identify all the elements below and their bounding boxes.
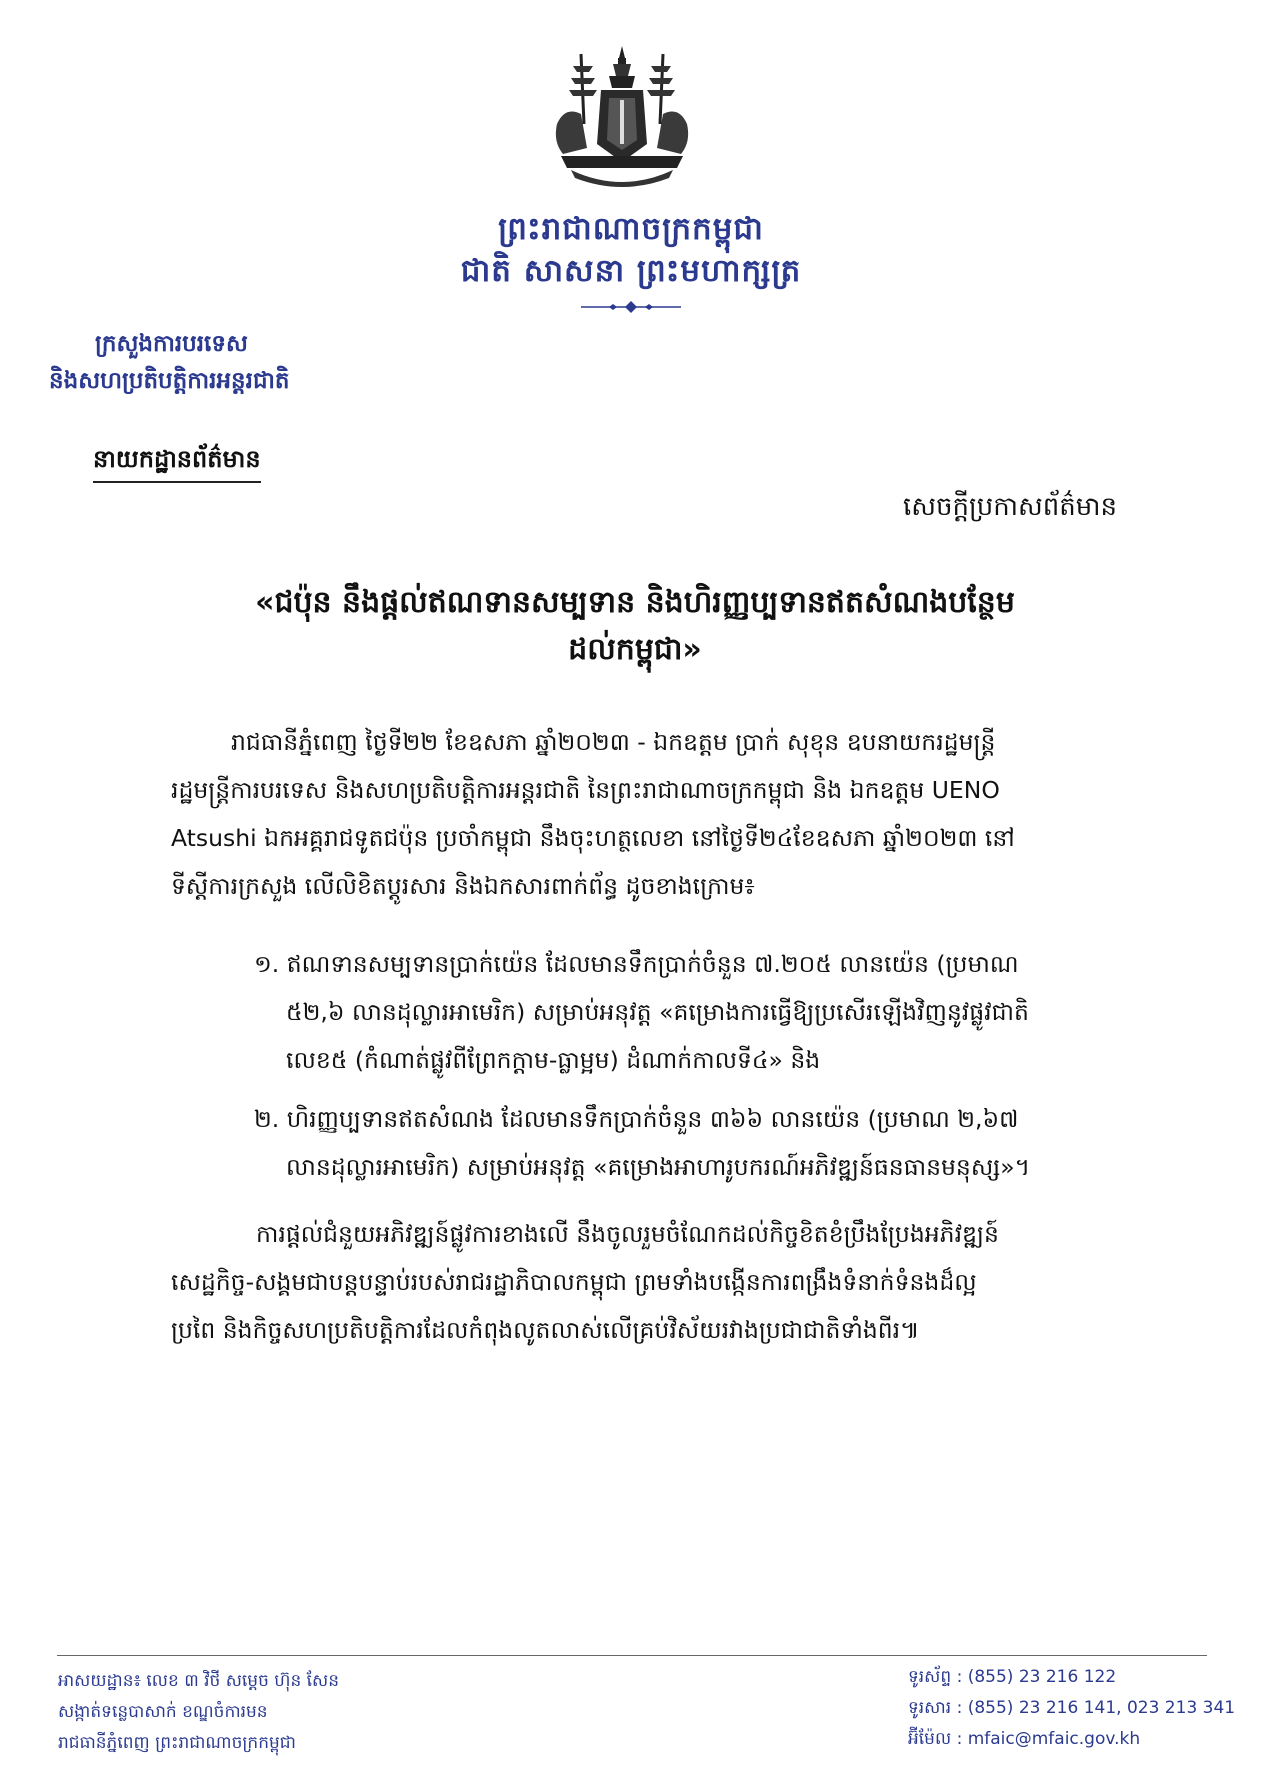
paragraph-line: Atsushi ឯកអគ្គរាជទូតជប៉ុន ប្រចាំកម្ពុជា នឹងចុះហត្ថលេខា នៅថ្ងៃទី២៤ខែឧសភា ឆ្នាំ២០២៣ នៅ — [171, 824, 1015, 852]
closing-paragraph — [171, 1220, 1121, 1370]
footer-email: អ៊ីម៉ែល : mfaic@mfaic.gov.kh — [908, 1729, 1141, 1749]
footer-phone: ទូរស័ព្ទ : (855) 23 216 122 — [908, 1667, 1117, 1687]
kingdom-name: ព្រះរាជាណាចក្រកម្ពុជា — [498, 211, 764, 247]
ministry-name-line2: និងសហប្រតិបត្តិការអន្តរជាតិ — [49, 368, 290, 394]
royal-coat-of-arms-emblem — [551, 44, 693, 194]
paragraph-line: រដ្ឋមន្ត្រីការបរទេស និងសហប្រតិបត្តិការអន្តរជាតិ នៃព្រះរាជាណាចក្រកម្ពុជា និង ឯកឧត្តម UENO — [171, 776, 1000, 804]
paragraph-line: ការផ្តល់ជំនួយអភិវឌ្ឍន៍ផ្លូវការខាងលើ នឹងចូលរួមចំណែកដល់កិច្ចខិតខំប្រឹងប្រែងអភិវឌ្ឍន៍ — [256, 1220, 999, 1248]
paragraph-line: ទីស្តីការក្រសួង លើលិខិតប្តូរសារ និងឯកសារពាក់ព័ន្ធ ដូចខាងក្រោម៖ — [171, 872, 755, 900]
decorative-divider-ornament — [579, 300, 683, 314]
list-item: លានដុល្លារអាមេរិក) សម្រាប់អនុវត្ត «គម្រោងអាហារូបករណ៍អភិវឌ្ឍន៍ធនធានមនុស្ស»។ — [286, 1153, 1031, 1181]
footer-fax: ទូរសារ : (855) 23 216 141, 023 213 341 — [908, 1698, 1236, 1718]
list-item: លេខ៥ (កំណាត់ផ្លូវពីព្រែកក្តាម-ធ្លាម្អម) ដំណាក់កាលទី៤» និង — [286, 1046, 821, 1074]
headline-line2: ដល់កម្ពុជា» — [568, 632, 702, 667]
paragraph-line: សេដ្ឋកិច្ច-សង្គមជាបន្តបន្ទាប់របស់រាជរដ្ឋាភិបាលកម្ពុជា ព្រមទាំងបង្កើនការពង្រឹងទំនាក់ទំនងដ៏ល្អ — [171, 1268, 977, 1296]
document-type: សេចក្តីប្រកាសព័ត៌មាន — [902, 492, 1117, 522]
paragraph-line: ប្រពៃ និងកិច្ចសហប្រតិបត្តិការដែលកំពុងលូតលាស់លើគ្រប់វិស័យរវាងប្រជាជាតិទាំងពីរ៕ — [171, 1316, 920, 1344]
footer-address-line3: រាជធានីភ្នំពេញ ព្រះរាជាណាចក្រកម្ពុជា — [58, 1733, 296, 1753]
footer-divider — [57, 1655, 1207, 1656]
paragraph-line: រាជធានីភ្នំពេញ ថ្ងៃទី២២ ខែឧសភា ឆ្នាំ២០២៣ - ឯកឧត្តម ប្រាក់ សុខុន ឧបនាយករដ្ឋមន្ត្រី — [231, 728, 996, 756]
list-item: ៥២,៦ លានដុល្លារអាមេរិក) សម្រាប់អនុវត្ត «គម្រោងការធ្វើឱ្យប្រសើរឡើងវិញនូវផ្លូវជាតិ — [286, 998, 1029, 1026]
intro-paragraph — [171, 728, 1121, 918]
ministry-name-line1: ក្រសួងការបរទេស — [95, 331, 248, 357]
footer-address-line1: អាសយដ្ឋាន៖ លេខ ៣ វិថី សម្តេច ហ៊ុន សែន — [58, 1671, 340, 1691]
department-name: នាយកដ្ឋានព័ត៌មាន — [93, 444, 261, 483]
list-item: ១. ឥណទានសម្បទានប្រាក់យ៉េន ដែលមានទឹកប្រាក់ចំនួន ៧.២០៥ លានយ៉េន (ប្រមាណ — [254, 950, 1019, 978]
headline-line1: «ជប៉ុន នឹងផ្តល់ឥណទានសម្បទាន និងហិរញ្ញប្បទានឥតសំណងបន្ថែម — [255, 585, 1015, 620]
national-motto: ជាតិ សាសនា ព្រះមហាក្សត្រ — [460, 253, 802, 289]
footer-address-line2: សង្កាត់ទន្លេបាសាក់ ខណ្ឌចំការមន — [58, 1702, 268, 1722]
list-item: ២. ហិរញ្ញប្បទានឥតសំណង ដែលមានទឹកប្រាក់ចំនួន ៣៦៦ លានយ៉េន (ប្រមាណ ២,៦៧ — [254, 1105, 1019, 1133]
